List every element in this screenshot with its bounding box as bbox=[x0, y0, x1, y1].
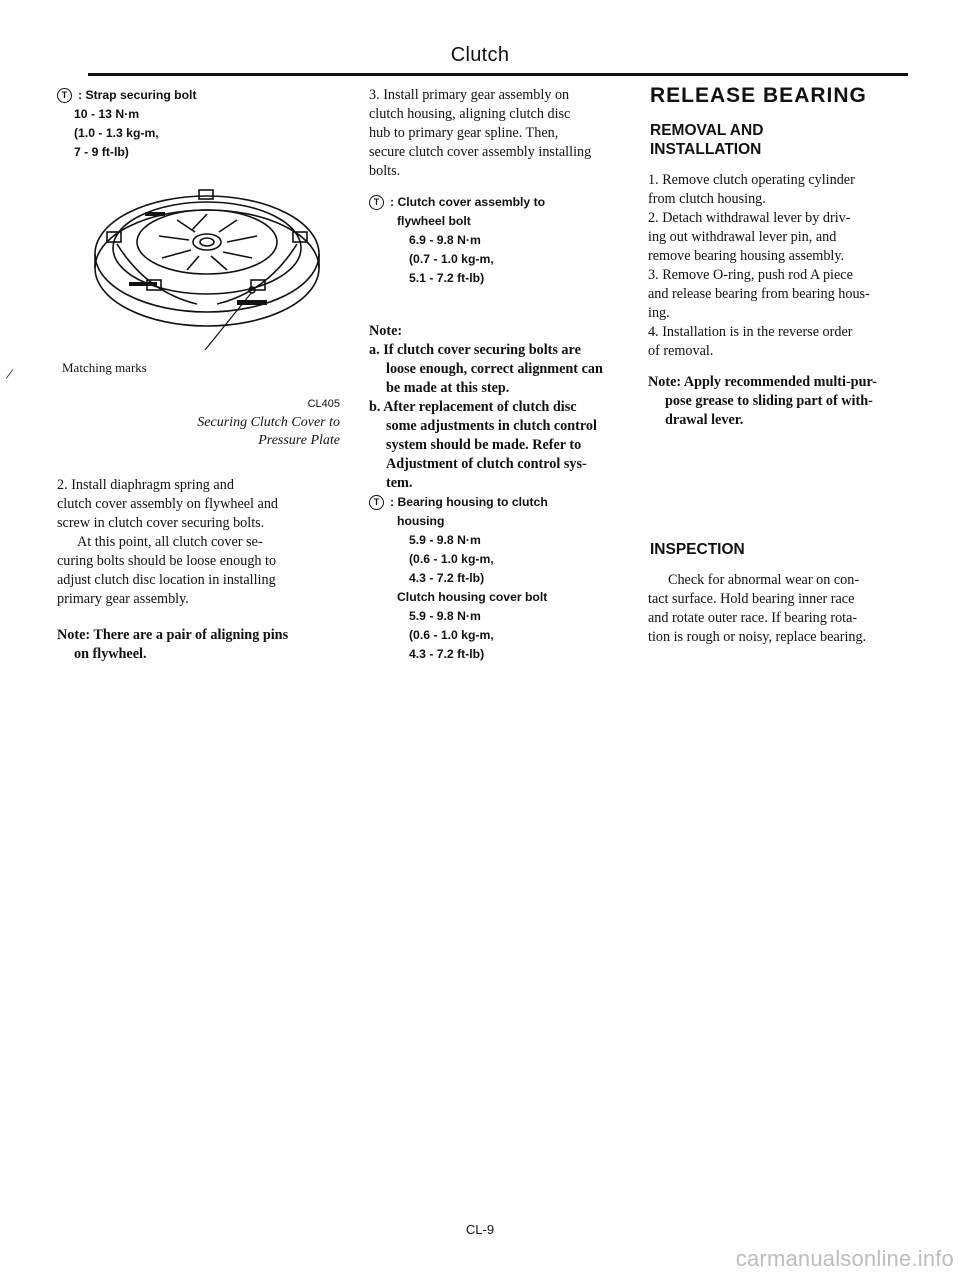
torque-value: 7 - 9 ft-lb) bbox=[74, 145, 129, 159]
subsection-heading-inspection: INSPECTION bbox=[650, 541, 745, 558]
scan-mark: / bbox=[4, 365, 15, 384]
torque-value: (1.0 - 1.3 kg-m, bbox=[74, 126, 159, 140]
column-left bbox=[57, 86, 342, 362]
torque-spec-strap-bolt bbox=[57, 86, 342, 162]
column-right bbox=[648, 86, 910, 647]
torque-value: 10 - 13 N·m bbox=[74, 107, 140, 121]
torque-label: : Clutch cover assembly to bbox=[390, 195, 546, 209]
torque-wrench-icon: T bbox=[369, 195, 384, 210]
watermark: carmanualsonline.info bbox=[735, 1246, 954, 1271]
step-2: 2. Install diaphragm spring and clutch cover assembly on flywheel and screw in clutch cover securing bolts. At this point, all clutch cover se- curing bolts should be loose enough to adjust clutch disc location in installing primary gear assembly. bbox=[57, 477, 279, 607]
clutch-cover-illustration bbox=[87, 172, 327, 362]
torque-wrench-icon: T bbox=[57, 88, 72, 103]
figure-callout-matching-marks: Matching marks bbox=[62, 360, 147, 375]
torque-spec-bearing-housing: T : Bearing housing to clutch housing 5.9 - 9.8 N·m (0.6 - 1.0 kg-m, 4.3 - 7.2 ft-lb) Clutch housing cover bolt 5.9 - 9.8 N·m (0.6 - 1.0 kg-m, 4.3 - 7.2 ft-lb) bbox=[369, 493, 627, 664]
subsection-heading-removal: REMOVAL AND INSTALLATION bbox=[650, 122, 764, 158]
inspection-text: Check for abnormal wear on con- tact surface. Hold bearing inner race and rotate outer race. If bearing rota- tion is rough or noisy, replace bearing. bbox=[648, 572, 867, 645]
figure-id: CL405 bbox=[307, 398, 340, 410]
torque-wrench-icon: T bbox=[369, 495, 384, 510]
note-grease: Note: Apply recommended multi-pur- pose grease to sliding part of with- drawal lever. bbox=[648, 374, 877, 428]
column-left-body bbox=[57, 476, 342, 664]
note-aligning-pins: Note: There are a pair of aligning pins on flywheel. bbox=[57, 627, 289, 662]
section-title: RELEASE BEARING bbox=[650, 84, 867, 107]
note-block: Note: a. If clutch cover securing bolts are loose enough, correct alignment can be made at this step. b. After replacement of clutch disc some adjustments in clutch control system should be made. Refer to Adjustment of clutch control sys- tem. bbox=[369, 323, 603, 491]
header-rule bbox=[88, 73, 908, 76]
torque-spec-cover-bolt: T : Clutch cover assembly to flywheel bolt 6.9 - 9.8 N·m (0.7 - 1.0 kg-m, 5.1 - 7.2 ft-lb) bbox=[369, 193, 627, 288]
torque-label: : Strap securing bolt bbox=[78, 88, 197, 102]
figure-caption: Securing Clutch Cover to Pressure Plate bbox=[197, 415, 340, 448]
removal-steps: 1. Remove clutch operating cylinder from clutch housing. 2. Detach withdrawal lever by driv- ing out withdrawal lever pin, and remove bearing housing assembly. 3. Remove O-ring, push rod A piece and release bearing from bearing hous- ing. 4. Installation is in the reverse order of removal. bbox=[648, 172, 870, 359]
step-3: 3. Install primary gear assembly on clutch housing, aligning clutch disc hub to primary gear spline. Then, secure clutch cover assembly installing bolts. bbox=[369, 87, 592, 179]
column-middle bbox=[369, 86, 627, 664]
page-title: Clutch bbox=[450, 44, 510, 66]
torque-label: : Bearing housing to clutch bbox=[390, 495, 548, 509]
page-number: CL-9 bbox=[465, 1222, 495, 1237]
